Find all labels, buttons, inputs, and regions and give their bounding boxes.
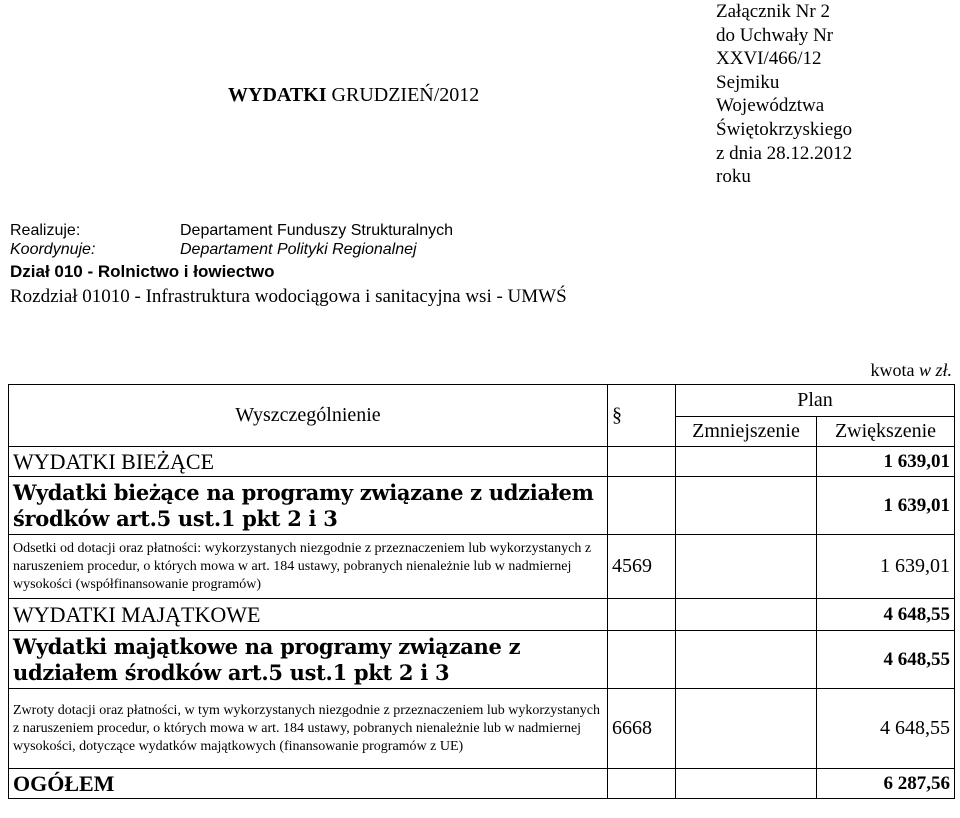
row-paragraph [608,477,676,535]
header-paragraph: § [608,385,676,447]
row-increase: 1 639,01 [817,477,955,535]
row-decrease [676,689,817,769]
row-increase: 4 648,55 [817,631,955,689]
annex-line: do Uchwały Nr [716,24,834,46]
row-paragraph: 4569 [608,535,676,599]
rozdzial-heading: Rozdział 01010 - Infrastruktura wodociągowa i sanitacyjna wsi - UMWŚ [10,286,567,307]
annex-line: Sejmiku [716,71,780,93]
row-decrease [676,631,817,689]
table-row [9,599,955,631]
row-increase: 4 648,55 [817,689,955,769]
table-row [9,631,955,689]
document-title: WYDATKI GRUDZIEŃ/2012 [228,84,480,106]
annex-note [716,0,956,189]
annex-line: Województwa [716,95,825,117]
realizuje-value: Departament Funduszy Strukturalnych [180,222,454,239]
row-description: Wydatki bieżące na programy związane z udziałem środków art.5 ust.1 pkt 2 i 3 [9,477,608,535]
annex-line: z dnia 28.12.2012 [716,142,853,164]
annex-line: Świętokrzyskiego [716,118,853,140]
annex-line: roku [716,166,751,188]
koordynuje-value: Departament Polityki Regionalnej [180,241,417,258]
table-row [9,535,955,599]
total-increase: 6 287,56 [817,769,955,799]
row-decrease [676,769,817,799]
table-row [9,447,955,477]
header-plan: Plan [676,385,955,417]
table-row [9,689,955,769]
row-description: WYDATKI BIEŻĄCE [9,447,608,477]
header-decrease: Zmniejszenie [676,417,817,447]
table-row [9,477,955,535]
row-description: Zwroty dotacji oraz płatności, w tym wykorzystanych niezgodnie z przeznaczeniem lub wykorzystanych z naruszeniem procedur, o których mowa w art. 184 ustawy, pobranych nienależnie lub w nadmiernej wysokości, dotyczące wydatków majątkowych (finansowanie programów z UE) [9,689,608,769]
row-increase: 1 639,01 [817,447,955,477]
row-paragraph [608,447,676,477]
table-row-total [9,769,955,799]
row-increase: 4 648,55 [817,599,955,631]
row-paragraph [608,769,676,799]
dzial-heading: Dział 010 - Rolnictwo i łowiectwo [10,262,275,281]
header-increase: Zwiększenie [817,417,955,447]
row-decrease [676,535,817,599]
table-header-row [9,385,955,417]
annex-line: Załącznik Nr 2 [716,1,830,22]
row-description: Wydatki majątkowe na programy związane z udziałem środków art.5 ust.1 pkt 2 i 3 [9,631,608,689]
koordynuje-label: Koordynuje: [10,241,96,258]
row-paragraph [608,599,676,631]
row-description: WYDATKI MAJĄTKOWE [9,599,608,631]
row-decrease [676,599,817,631]
annex-line: XXVI/466/12 [716,48,822,70]
row-paragraph [608,631,676,689]
row-description: Odsetki od dotacji oraz płatności: wykorzystanych niezgodnie z przeznaczeniem lub wykorzystanych z naruszeniem procedur, o których mowa w art. 184 ustawy, pobranych nienależnie lub w nadmiernej wysokości (współfinansowanie programów) [9,535,608,599]
amount-unit-note: kwota w zł. [870,360,952,380]
row-decrease [676,477,817,535]
row-paragraph: 6668 [608,689,676,769]
realizuje-label: Realizuje: [10,222,81,239]
total-label: OGÓŁEM [9,769,608,799]
row-decrease [676,447,817,477]
header-description: Wyszczególnienie [9,385,608,447]
row-increase: 1 639,01 [817,535,955,599]
expenditure-table [8,384,955,799]
